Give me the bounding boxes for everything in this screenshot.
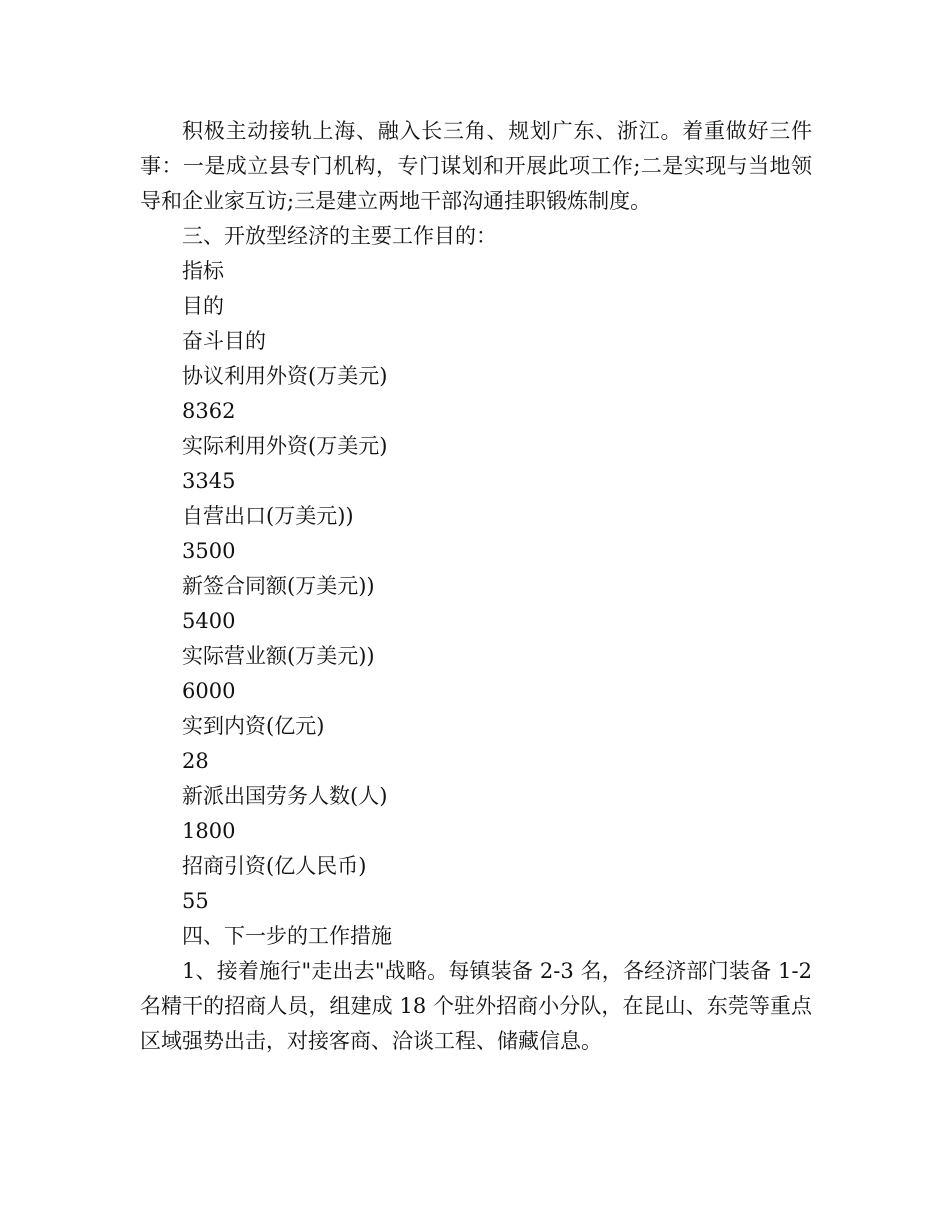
target-value: 1800	[182, 819, 236, 843]
target-name: 实际利用外资(万美元)	[182, 434, 388, 458]
section-heading-targets: 三、开放型经济的主要工作目的：	[182, 224, 497, 248]
section-heading-next-steps: 四、下一步的工作措施	[182, 924, 392, 948]
target-name: 新签合同额(万美元))	[182, 574, 375, 598]
target-value: 6000	[182, 679, 236, 703]
target-name: 实到内资(亿元)	[182, 714, 325, 738]
target-name: 协议利用外资(万美元)	[182, 364, 388, 388]
paragraph-go-out-strategy: 1、接着施行"走出去"战略。每镇装备 2-3 名，各经济部门装备 1-2 名精干的招商人员，组建成 18 个驻外招商小分队，在昆山、东莞等重点区域强势出击，对接客商、洽谈工程、储藏信息。	[140, 959, 812, 1053]
target-name: 招商引资(亿人民币)	[182, 854, 367, 878]
table-header-indicator: 指标	[182, 259, 224, 283]
target-value: 28	[182, 749, 209, 773]
target-value: 5400	[182, 609, 236, 633]
target-value: 3345	[182, 469, 236, 493]
table-header-target: 目的	[182, 294, 224, 318]
target-value: 3500	[182, 539, 236, 563]
paragraph-integration-strategy: 积极主动接轨上海、融入长三角、规划广东、浙江。着重做好三件事：一是成立县专门机构，专门谋划和开展此项工作;二是实现与当地领导和企业家互访;三是建立两地干部沟通挂职锻炼制度。	[140, 119, 812, 213]
target-value: 55	[182, 889, 209, 913]
target-value: 8362	[182, 399, 236, 423]
target-name: 自营出口(万美元))	[182, 504, 354, 528]
document-body	[140, 114, 812, 1059]
target-name: 新派出国劳务人数(人)	[182, 784, 388, 808]
target-name: 实际营业额(万美元))	[182, 644, 375, 668]
table-header-goal: 奋斗目的	[182, 329, 266, 353]
